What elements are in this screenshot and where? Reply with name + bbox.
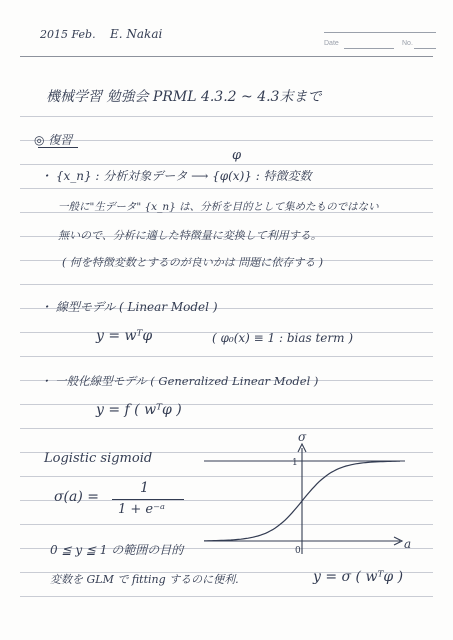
graph-y-axis-label: σ <box>298 430 307 444</box>
sigmoid-fraction-numerator: 1 <box>140 480 149 496</box>
graph-origin-label: 0 <box>295 546 301 556</box>
line-convert-note: 無いので、分析に適した特徴量に変換して利用する。 <box>58 229 322 242</box>
header-date-written: 2015 Feb. <box>40 28 96 41</box>
formula-generalized-model: y = f ( wᵀφ ) <box>96 402 182 418</box>
line-generalized-model: ・ 一般化線型モデル ( Generalized Linear Model ) <box>40 374 319 388</box>
line-linear-model: ・ 線型モデル ( Linear Model ) <box>40 300 218 314</box>
header-author: E. Nakai <box>110 27 163 41</box>
line-depends-note: ( 何を特徴変数とするのが良いかは 問題に依存する ) <box>62 256 324 269</box>
line-raw-to-feature: ・ {x_n} : 分析対象データ ⟶ {φ(x)} : 特徴変数 <box>40 169 312 183</box>
graph-x-axis-label: a <box>404 537 412 551</box>
graph-tick-one: 1 <box>292 458 298 468</box>
graph-x-axis <box>204 537 402 545</box>
formula-sigmoid-glm: y = σ ( wᵀφ ) <box>313 569 404 585</box>
page-title: 機械学習 勉強会 PRML 4.3.2 ~ 4.3末まで <box>46 89 322 105</box>
line-glm-note: 変数を GLM で fitting するのに便利. <box>50 573 239 586</box>
graph-y-axis <box>298 444 306 554</box>
date-label: Date <box>324 40 339 47</box>
line-range-note: 0 ≦ y ≦ 1 の範囲の目的 <box>50 543 184 557</box>
formula-bias-term: ( φ₀(x) ≡ 1 : bias term ) <box>212 331 354 345</box>
arrow-label: φ <box>232 148 242 163</box>
logistic-sigmoid-heading: Logistic sigmoid <box>44 451 153 466</box>
formula-linear-model: y = wᵀφ <box>96 328 153 344</box>
section-heading-review: ◎ 復習 <box>34 133 73 147</box>
sigmoid-fraction-denominator: 1 + e⁻ᵃ <box>118 502 165 517</box>
no-label: No. <box>402 40 413 47</box>
line-raw-data-note: 一般に"生データ" {x_n} は、分析を目的として集めたものではない <box>58 201 379 213</box>
sigmoid-formula-lhs: σ(a) = <box>54 489 100 505</box>
